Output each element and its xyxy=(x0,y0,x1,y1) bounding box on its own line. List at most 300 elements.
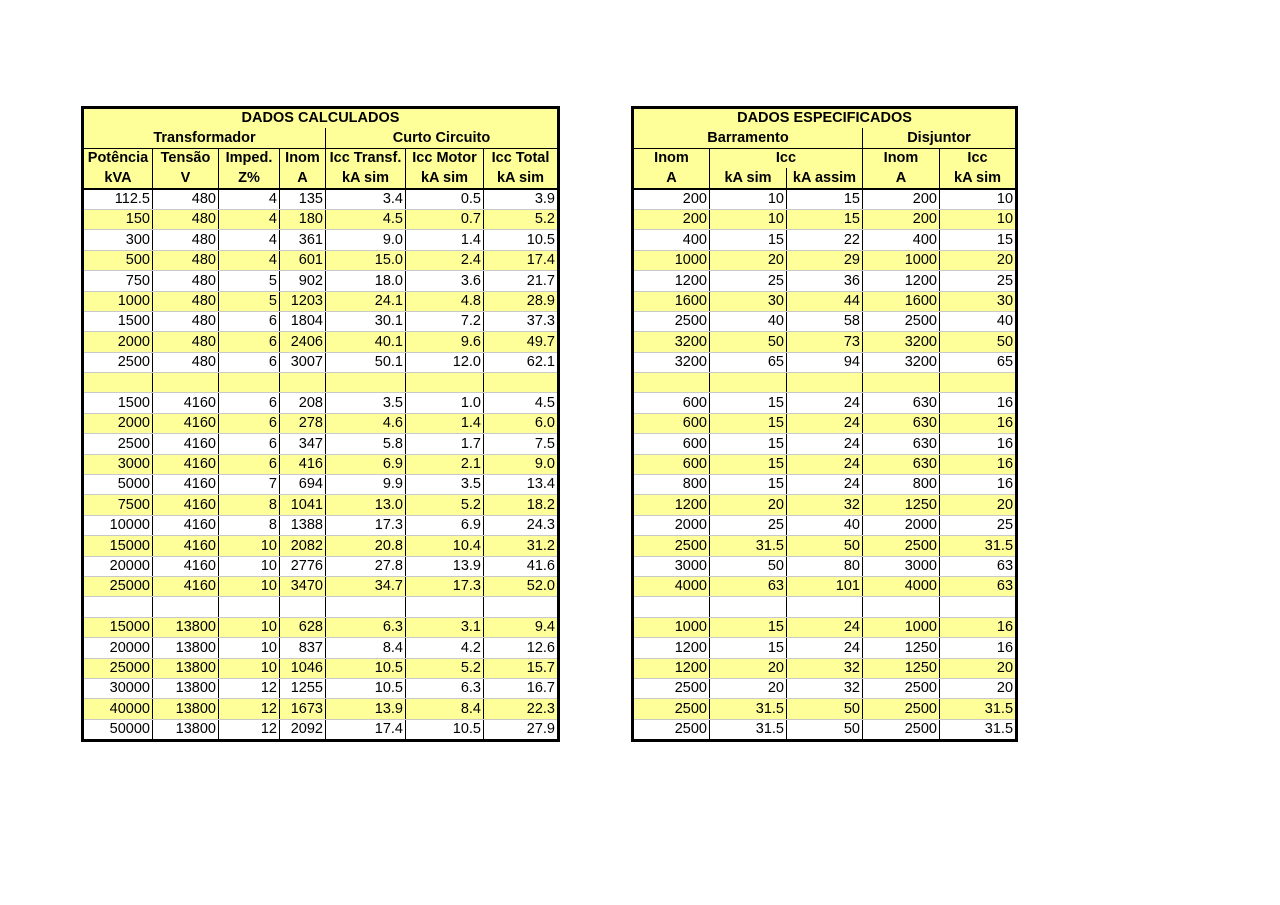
table-cell: 2082 xyxy=(280,536,326,556)
table-cell: 40.1 xyxy=(326,332,406,352)
table-cell: 480 xyxy=(153,230,219,250)
table-cell: 8 xyxy=(219,495,280,515)
table-cell: 400 xyxy=(863,230,940,250)
table-cell: 1250 xyxy=(863,658,940,678)
table-row xyxy=(83,434,559,454)
table-cell: 29 xyxy=(787,250,863,270)
table-cell: 1.4 xyxy=(406,230,484,250)
table-cell: 135 xyxy=(280,189,326,210)
table-cell: 22 xyxy=(787,230,863,250)
column-header-voltage: Tensão xyxy=(153,148,219,168)
table-cell: 31.5 xyxy=(940,719,1017,740)
table-cell: 24 xyxy=(787,454,863,474)
table-cell: 5.8 xyxy=(326,434,406,454)
table-cell: 24.3 xyxy=(484,515,559,535)
table-cell: 50 xyxy=(940,332,1017,352)
table-row xyxy=(633,434,1017,454)
table-cell: 62.1 xyxy=(484,352,559,372)
table-row xyxy=(83,515,559,535)
table-cell: 27.9 xyxy=(484,719,559,740)
table-cell: 10 xyxy=(940,189,1017,210)
table-cell xyxy=(219,597,280,617)
table-cell: 837 xyxy=(280,638,326,658)
table-cell: 24 xyxy=(787,617,863,637)
table-cell: 3.5 xyxy=(326,393,406,413)
table-cell: 15.7 xyxy=(484,658,559,678)
table-row xyxy=(83,189,559,210)
table-cell: 1041 xyxy=(280,495,326,515)
table-cell: 278 xyxy=(280,413,326,433)
breaker-group-header: Disjuntor xyxy=(863,128,1017,148)
table-cell: 630 xyxy=(863,454,940,474)
table-cell: 600 xyxy=(633,413,710,433)
unit-impedance: Z% xyxy=(219,168,280,188)
table-cell: 18.2 xyxy=(484,495,559,515)
table-cell: 31.2 xyxy=(484,536,559,556)
table-cell: 150 xyxy=(83,209,153,229)
column-header-icc-transf: Icc Transf. xyxy=(326,148,406,168)
table-cell: 31.5 xyxy=(710,719,787,740)
table-cell: 6 xyxy=(219,352,280,372)
table-cell xyxy=(153,597,219,617)
table-cell: 15 xyxy=(710,454,787,474)
table-cell: 30 xyxy=(940,291,1017,311)
table-cell: 20 xyxy=(710,678,787,698)
table-cell xyxy=(406,597,484,617)
table-cell xyxy=(280,373,326,393)
table-cell: 2000 xyxy=(83,332,153,352)
table-cell xyxy=(863,597,940,617)
table-cell: 2000 xyxy=(83,413,153,433)
table-cell: 4160 xyxy=(153,556,219,576)
table-cell: 9.4 xyxy=(484,617,559,637)
column-header-inom: Inom xyxy=(280,148,326,168)
table-cell: 2500 xyxy=(633,719,710,740)
table-cell: 10.5 xyxy=(326,678,406,698)
table-cell: 15000 xyxy=(83,617,153,637)
table-cell: 208 xyxy=(280,393,326,413)
table-cell: 24 xyxy=(787,393,863,413)
table-cell: 4160 xyxy=(153,393,219,413)
table-cell: 361 xyxy=(280,230,326,250)
table-row xyxy=(83,271,559,291)
table-cell: 601 xyxy=(280,250,326,270)
table-cell: 20 xyxy=(940,250,1017,270)
table-row xyxy=(83,393,559,413)
table-cell: 10.5 xyxy=(484,230,559,250)
table-cell: 50 xyxy=(787,719,863,740)
table-row xyxy=(633,393,1017,413)
table-row xyxy=(633,495,1017,515)
table-cell: 24 xyxy=(787,434,863,454)
table-cell: 12 xyxy=(219,719,280,740)
table-row xyxy=(633,638,1017,658)
table-cell: 10.5 xyxy=(326,658,406,678)
table-cell: 10 xyxy=(710,209,787,229)
table-cell: 200 xyxy=(633,209,710,229)
table-row xyxy=(83,413,559,433)
table-cell: 20000 xyxy=(83,638,153,658)
specified-data-title: DADOS ESPECIFICADOS xyxy=(633,108,1017,129)
table-row xyxy=(633,373,1017,393)
table-cell: 15 xyxy=(787,209,863,229)
table-cell: 180 xyxy=(280,209,326,229)
table-cell: 3200 xyxy=(633,352,710,372)
table-cell: 694 xyxy=(280,475,326,495)
table-cell: 15 xyxy=(710,393,787,413)
table-cell: 15.0 xyxy=(326,250,406,270)
table-cell: 4 xyxy=(219,250,280,270)
table-cell: 2092 xyxy=(280,719,326,740)
table-cell: 1.0 xyxy=(406,393,484,413)
table-cell: 13800 xyxy=(153,638,219,658)
table-cell: 480 xyxy=(153,311,219,331)
table-cell: 13.4 xyxy=(484,475,559,495)
table-row xyxy=(83,495,559,515)
column-header-icc-motor: Icc Motor xyxy=(406,148,484,168)
table-cell: 1500 xyxy=(83,393,153,413)
table-cell: 44 xyxy=(787,291,863,311)
table-cell: 31.5 xyxy=(940,536,1017,556)
table-row xyxy=(83,209,559,229)
table-cell: 2500 xyxy=(633,699,710,719)
table-cell: 24 xyxy=(787,413,863,433)
table-cell xyxy=(83,597,153,617)
table-row xyxy=(633,576,1017,596)
table-cell: 18.0 xyxy=(326,271,406,291)
table-cell: 17.3 xyxy=(326,515,406,535)
table-cell: 6 xyxy=(219,393,280,413)
table-cell: 4160 xyxy=(153,576,219,596)
table-cell: 22.3 xyxy=(484,699,559,719)
table-cell: 16 xyxy=(940,617,1017,637)
table-cell: 630 xyxy=(863,413,940,433)
table-cell: 3.9 xyxy=(484,189,559,210)
table-cell: 2.4 xyxy=(406,250,484,270)
table-cell: 73 xyxy=(787,332,863,352)
unit-voltage: V xyxy=(153,168,219,188)
table-row xyxy=(633,230,1017,250)
table-row xyxy=(633,699,1017,719)
table-cell: 2500 xyxy=(633,536,710,556)
table-cell: 20 xyxy=(940,658,1017,678)
table-row xyxy=(633,658,1017,678)
table-cell: 4 xyxy=(219,209,280,229)
table-row xyxy=(83,638,559,658)
table-cell: 25 xyxy=(940,515,1017,535)
table-cell: 4160 xyxy=(153,413,219,433)
table-row xyxy=(633,250,1017,270)
table-cell xyxy=(406,373,484,393)
table-cell: 3.5 xyxy=(406,475,484,495)
table-cell: 12.0 xyxy=(406,352,484,372)
table-cell: 480 xyxy=(153,291,219,311)
table-cell: 4000 xyxy=(863,576,940,596)
table-cell: 40000 xyxy=(83,699,153,719)
table-cell: 2500 xyxy=(863,311,940,331)
table-cell: 2500 xyxy=(83,352,153,372)
table-cell: 25 xyxy=(710,515,787,535)
table-cell: 9.0 xyxy=(326,230,406,250)
table-row xyxy=(633,332,1017,352)
table-row xyxy=(633,597,1017,617)
table-cell: 94 xyxy=(787,352,863,372)
table-cell: 4160 xyxy=(153,495,219,515)
table-cell: 1.4 xyxy=(406,413,484,433)
table-cell: 34.7 xyxy=(326,576,406,596)
table-cell: 16 xyxy=(940,475,1017,495)
table-cell: 300 xyxy=(83,230,153,250)
table-row xyxy=(83,658,559,678)
table-cell: 3200 xyxy=(633,332,710,352)
table-cell: 49.7 xyxy=(484,332,559,352)
table-cell: 2500 xyxy=(863,719,940,740)
table-cell: 628 xyxy=(280,617,326,637)
table-cell: 9.9 xyxy=(326,475,406,495)
calculated-data-body xyxy=(83,108,559,741)
table-cell: 480 xyxy=(153,250,219,270)
table-cell xyxy=(787,373,863,393)
table-cell: 20 xyxy=(940,678,1017,698)
calculated-data-title: DADOS CALCULADOS xyxy=(83,108,559,129)
table-cell: 1673 xyxy=(280,699,326,719)
table-cell: 5 xyxy=(219,291,280,311)
table-cell: 10 xyxy=(219,576,280,596)
table-cell: 15000 xyxy=(83,536,153,556)
table-cell: 4160 xyxy=(153,434,219,454)
table-cell: 4.8 xyxy=(406,291,484,311)
unit-busbar-icc-sym: kA sim xyxy=(710,168,787,188)
table-cell: 2500 xyxy=(633,311,710,331)
table-cell: 28.9 xyxy=(484,291,559,311)
short-circuit-group-header: Curto Circuito xyxy=(326,128,559,148)
table-cell: 50 xyxy=(710,556,787,576)
table-cell: 50 xyxy=(710,332,787,352)
table-row xyxy=(633,617,1017,637)
table-row xyxy=(83,291,559,311)
table-cell: 63 xyxy=(940,556,1017,576)
table-cell: 1.7 xyxy=(406,434,484,454)
table-row xyxy=(633,475,1017,495)
table-cell: 6 xyxy=(219,454,280,474)
unit-icc-transf: kA sim xyxy=(326,168,406,188)
table-cell: 2500 xyxy=(863,536,940,556)
table-row xyxy=(633,413,1017,433)
table-cell: 5 xyxy=(219,271,280,291)
unit-power: kVA xyxy=(83,168,153,188)
table-cell: 1600 xyxy=(863,291,940,311)
table-cell: 630 xyxy=(863,393,940,413)
table-cell xyxy=(219,373,280,393)
table-cell: 600 xyxy=(633,454,710,474)
table-cell: 1200 xyxy=(863,271,940,291)
table-cell: 20 xyxy=(710,495,787,515)
table-cell: 3200 xyxy=(863,352,940,372)
table-cell: 13.9 xyxy=(406,556,484,576)
table-cell: 3.4 xyxy=(326,189,406,210)
table-cell: 16 xyxy=(940,638,1017,658)
table-cell: 2000 xyxy=(863,515,940,535)
table-cell: 1804 xyxy=(280,311,326,331)
table-cell: 12.6 xyxy=(484,638,559,658)
table-cell xyxy=(484,373,559,393)
table-row xyxy=(83,576,559,596)
table-cell: 27.8 xyxy=(326,556,406,576)
table-cell: 24 xyxy=(787,475,863,495)
table-cell: 10.4 xyxy=(406,536,484,556)
table-cell: 600 xyxy=(633,434,710,454)
table-cell: 1388 xyxy=(280,515,326,535)
table-cell: 800 xyxy=(633,475,710,495)
table-cell: 8 xyxy=(219,515,280,535)
table-cell: 40 xyxy=(787,515,863,535)
table-cell xyxy=(787,597,863,617)
table-cell xyxy=(710,597,787,617)
table-cell: 24 xyxy=(787,638,863,658)
table-row xyxy=(83,373,559,393)
table-cell: 5.2 xyxy=(484,209,559,229)
table-cell: 0.7 xyxy=(406,209,484,229)
table-row xyxy=(83,352,559,372)
table-cell: 4000 xyxy=(633,576,710,596)
table-cell: 1255 xyxy=(280,678,326,698)
unit-breaker-icc: kA sim xyxy=(940,168,1017,188)
table-cell: 17.4 xyxy=(326,719,406,740)
table-cell: 2500 xyxy=(863,699,940,719)
table-cell: 480 xyxy=(153,189,219,210)
table-cell: 3200 xyxy=(863,332,940,352)
table-cell: 32 xyxy=(787,658,863,678)
table-cell: 32 xyxy=(787,678,863,698)
table-cell: 9.6 xyxy=(406,332,484,352)
table-cell: 1200 xyxy=(633,271,710,291)
table-cell: 1250 xyxy=(863,495,940,515)
table-cell: 10 xyxy=(710,189,787,210)
table-cell: 400 xyxy=(633,230,710,250)
table-cell: 3.6 xyxy=(406,271,484,291)
table-cell xyxy=(153,373,219,393)
table-cell xyxy=(280,597,326,617)
table-cell: 750 xyxy=(83,271,153,291)
table-cell: 2500 xyxy=(83,434,153,454)
table-cell: 52.0 xyxy=(484,576,559,596)
table-cell: 1200 xyxy=(633,658,710,678)
table-cell: 1046 xyxy=(280,658,326,678)
table-row xyxy=(633,536,1017,556)
table-cell: 13800 xyxy=(153,658,219,678)
table-cell: 9.0 xyxy=(484,454,559,474)
table-cell: 20 xyxy=(710,658,787,678)
specified-data-table xyxy=(631,106,1018,742)
table-row xyxy=(83,719,559,740)
table-cell: 12 xyxy=(219,678,280,698)
table-row xyxy=(83,332,559,352)
unit-breaker-inom: A xyxy=(863,168,940,188)
column-header-breaker-icc: Icc xyxy=(940,148,1017,168)
table-cell xyxy=(940,597,1017,617)
table-row xyxy=(83,454,559,474)
table-cell xyxy=(484,597,559,617)
column-header-busbar-inom: Inom xyxy=(633,148,710,168)
table-cell: 8.4 xyxy=(326,638,406,658)
table-cell: 902 xyxy=(280,271,326,291)
table-cell: 7500 xyxy=(83,495,153,515)
table-cell: 65 xyxy=(940,352,1017,372)
table-cell: 13800 xyxy=(153,719,219,740)
table-cell xyxy=(863,373,940,393)
table-cell: 6 xyxy=(219,311,280,331)
table-cell: 112.5 xyxy=(83,189,153,210)
table-cell: 65 xyxy=(710,352,787,372)
unit-icc-total: kA sim xyxy=(484,168,559,188)
busbar-group-header: Barramento xyxy=(633,128,863,148)
table-cell: 480 xyxy=(153,352,219,372)
table-cell: 800 xyxy=(863,475,940,495)
table-cell: 20.8 xyxy=(326,536,406,556)
table-cell: 13.9 xyxy=(326,699,406,719)
column-header-busbar-icc: Icc xyxy=(710,148,863,168)
table-cell: 6.3 xyxy=(406,678,484,698)
unit-icc-motor: kA sim xyxy=(406,168,484,188)
table-cell: 15 xyxy=(710,413,787,433)
table-cell: 25 xyxy=(710,271,787,291)
table-cell xyxy=(633,373,710,393)
table-cell: 16 xyxy=(940,434,1017,454)
table-row xyxy=(633,271,1017,291)
transformer-group-header: Transformador xyxy=(83,128,326,148)
table-cell: 4 xyxy=(219,189,280,210)
table-cell: 15 xyxy=(710,475,787,495)
table-cell: 15 xyxy=(710,434,787,454)
table-cell: 4160 xyxy=(153,475,219,495)
table-cell: 6 xyxy=(219,413,280,433)
table-cell: 1250 xyxy=(863,638,940,658)
table-cell: 20 xyxy=(940,495,1017,515)
table-cell: 6 xyxy=(219,434,280,454)
table-cell: 3007 xyxy=(280,352,326,372)
calculated-data-table xyxy=(81,106,560,742)
table-cell: 41.6 xyxy=(484,556,559,576)
table-cell: 30.1 xyxy=(326,311,406,331)
table-cell: 25000 xyxy=(83,658,153,678)
table-row xyxy=(633,352,1017,372)
table-cell: 5.2 xyxy=(406,658,484,678)
unit-busbar-icc-asym: kA assim xyxy=(787,168,863,188)
table-row xyxy=(83,556,559,576)
table-cell: 4160 xyxy=(153,454,219,474)
table-cell: 10 xyxy=(940,209,1017,229)
table-cell: 15 xyxy=(940,230,1017,250)
table-cell: 31.5 xyxy=(940,699,1017,719)
table-cell: 24.1 xyxy=(326,291,406,311)
table-row xyxy=(83,475,559,495)
table-cell: 50000 xyxy=(83,719,153,740)
table-cell: 6.0 xyxy=(484,413,559,433)
table-cell: 36 xyxy=(787,271,863,291)
table-row xyxy=(633,311,1017,331)
table-cell xyxy=(326,597,406,617)
table-cell: 4160 xyxy=(153,536,219,556)
column-header-breaker-inom: Inom xyxy=(863,148,940,168)
table-cell xyxy=(326,373,406,393)
table-cell xyxy=(83,373,153,393)
table-cell: 416 xyxy=(280,454,326,474)
table-cell: 6.9 xyxy=(326,454,406,474)
table-cell: 25000 xyxy=(83,576,153,596)
table-cell: 10.5 xyxy=(406,719,484,740)
table-cell: 3.1 xyxy=(406,617,484,637)
table-cell: 480 xyxy=(153,332,219,352)
